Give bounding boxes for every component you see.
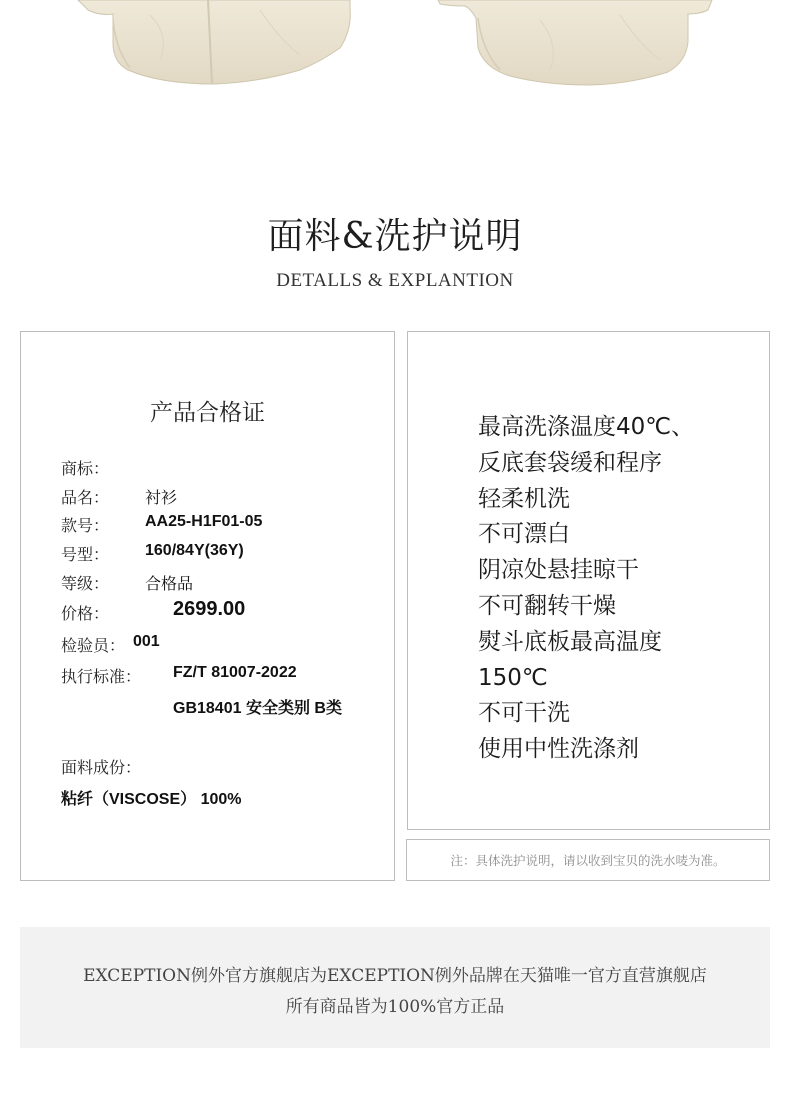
cert-value: 001	[133, 633, 160, 650]
care-list	[478, 410, 694, 768]
care-instructions-card	[407, 331, 770, 830]
certificate-title: 产品合格证	[150, 400, 265, 426]
care-line: 不可干洗	[478, 700, 570, 727]
cert-label: 价格：	[61, 604, 110, 623]
cert-label: 等级：	[61, 574, 110, 593]
cert-value: 合格品	[145, 574, 194, 593]
cert-label: 检验员：	[61, 636, 126, 655]
care-line: 轻柔机洗	[478, 485, 570, 512]
section-title: 面料&洗护说明	[267, 216, 523, 257]
store-notice-line-1: EXCEPTION例外官方旗舰店为EXCEPTION例外品牌在天猫唯一官方直营旗舰店	[83, 966, 707, 986]
care-line: 不可漂白	[478, 521, 570, 548]
product-certificate-card	[20, 331, 395, 881]
cert-label: 执行标准：	[61, 667, 142, 686]
cert-value: 衬衫	[145, 488, 178, 507]
care-note: 注：具体洗护说明，请以收到宝贝的洗水唛为准。	[450, 853, 726, 868]
store-notice-banner	[20, 927, 770, 1048]
care-line: 不可翻转干燥	[478, 592, 616, 619]
shirt-back-image	[438, 0, 712, 85]
fabric-label: 面料成份：	[61, 758, 142, 777]
care-line: 熨斗底板最高温度	[478, 628, 662, 655]
care-line: 150℃	[478, 664, 548, 691]
cert-value: FZ/T 81007-2022	[173, 664, 297, 681]
price-value: 2699.00	[173, 598, 246, 620]
garment-photo	[0, 0, 790, 90]
cert-label: 号型：	[61, 545, 110, 564]
shirt-front-image	[78, 0, 350, 84]
care-line: 阴凉处悬挂晾干	[478, 557, 639, 584]
section-subtitle: DETALLS & EXPLANTION	[276, 270, 514, 291]
care-line: 反底套袋缓和程序	[478, 449, 662, 476]
care-note-box	[406, 839, 770, 881]
cert-label: 款号：	[61, 516, 110, 535]
cert-value: AA25-H1F01-05	[145, 513, 263, 530]
cert-value: GB18401 安全类别 B类	[173, 700, 342, 717]
care-line: 最高洗涤温度40℃、	[478, 414, 695, 440]
fabric-value: 粘纤（VISCOSE） 100%	[61, 791, 242, 808]
cert-value: 160/84Y(36Y)	[145, 542, 244, 559]
care-line: 使用中性洗涤剂	[478, 736, 639, 763]
store-notice-line-2: 所有商品皆为100%官方正品	[285, 997, 505, 1017]
cert-label: 品名：	[61, 488, 110, 507]
cert-label: 商标：	[61, 459, 110, 478]
